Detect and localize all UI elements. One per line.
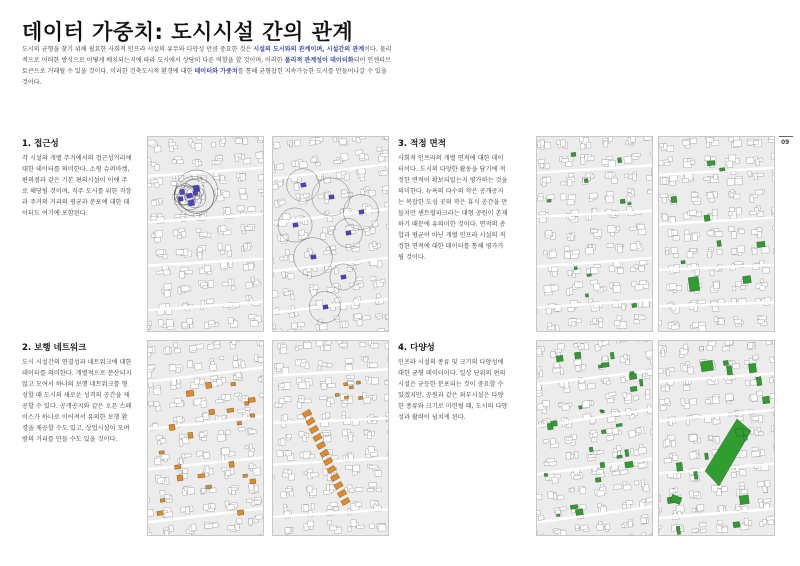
- intro-highlight-1: 시설의 도시와의 관계이며, 시설간의 관계: [253, 46, 365, 53]
- intro-highlight-2: 물리적 관계성이 데이터화: [284, 57, 354, 64]
- map-drawing: [659, 341, 774, 535]
- intro-paragraph: [22, 44, 394, 88]
- map-drawing: [148, 341, 263, 535]
- map-drawing: [273, 341, 388, 535]
- map-drawing: [148, 137, 263, 331]
- section-network-title: 2. 보행 네트워크: [22, 343, 87, 353]
- map-drawing: [537, 137, 652, 331]
- map-drawing: [659, 137, 774, 331]
- intro-text-3: 되어 인센티브 토큰으로 거래될 수 있을 것이다. 이러한 건축도시적 환경에 대한: [22, 57, 391, 75]
- intro-highlight-3: 데이터와 가중치: [194, 68, 238, 75]
- section-diversity-body: 인프라 시설의 종류 및 크기의 다양성에 대한 균형 데이터이다. 일상 단위의 편의시설은 균등한 분포되는 것이 중요할 수 있겠지만, 공원과 같은 외부시설은 다양한 종류와 크기로 마련될 때, 도시의 다양성과 활력이 넘치게 된다.: [398, 359, 508, 421]
- section-diversity-title: 4. 다양성: [398, 343, 435, 353]
- page-number: 09: [781, 139, 790, 146]
- map-network-right: [272, 340, 389, 536]
- intro-text-1: 도시의 균형을 찾기 위해 필요한 사회적 인프라 시설의 유무와 다양성 만큼 중요한 것은: [22, 46, 254, 53]
- map-area-left: [536, 136, 653, 332]
- section-network-body: 도시 시설간의 연결성과 네트워크에 대한 데이터를 의미한다. 개별적으로 분산되지 않고 모여서 하나의 보행 네트워크를 형성할 때 도시의 새로운 성격의 공간을 제공할 수 있다. 공개공지와 같은 오픈 스페이스가 하나로 이어져서 유의한 보행 환경을 제공할 수도 있고, 상업시설이 모여 밤의 거리를 만들 수도 있을 것이다.: [22, 359, 132, 443]
- map-drawing: [273, 137, 388, 331]
- section-accessibility-title: 1. 접근성: [22, 139, 59, 149]
- section-area-title: 3. 적정 면적: [398, 139, 446, 149]
- intro-text-2: 이다. 물리적으로 어떠한 방식으로 어떻게 배치되는지에 따라 도시에서 상당히 다른 역할을 할 것이며, 이러한: [22, 46, 392, 64]
- map-accessibility-right: [272, 136, 389, 332]
- map-accessibility-left: [147, 136, 264, 332]
- map-diversity-right: [658, 340, 775, 536]
- intro-text-4: 를 통해 균형잡힌 지속가능한 도시를 만들어나갈 수 있을 것이다.: [22, 68, 387, 86]
- page-title: 데이터 가중치: 도시시설 간의 관계: [22, 20, 354, 44]
- map-drawing: [537, 341, 652, 535]
- section-area-body: 사회적 인프라의 개별 면적에 대한 데이터이다. 도시의 다양한 활동을 담기에 적정한 면적이 확보되었는지 평가하는 것을 의미한다. 뉴욕의 다수의 작은 공개공지는 복잡한 도심 곳의 작은 휴식 공간을 만들지만 센트럴파크라는 대형 공원이 존재하기 때문에 유의미한 것이다. 면적의 총합과 평균이 아닌 개별 인프라 시설의 적정한 면적에 대한 데이터를 통해 평가가 될 것이다.: [398, 155, 508, 261]
- map-area-right: [658, 136, 775, 332]
- map-diversity-left: [536, 340, 653, 536]
- page-number-rule: [779, 136, 793, 137]
- map-network-left: [147, 340, 264, 536]
- section-accessibility-body: 각 시설의 개별 주거에서의 접근성거리에 대한 데이터를 의미한다. 소형 슈퍼마켓, 편의점과 같은 기본 편의시설이 이에 주로 해당될 것이며, 직주 도시를 위한 직장과 주거의 거리의 평균과 분포에 대한 데이터도 여기에 포함된다.: [22, 155, 132, 217]
